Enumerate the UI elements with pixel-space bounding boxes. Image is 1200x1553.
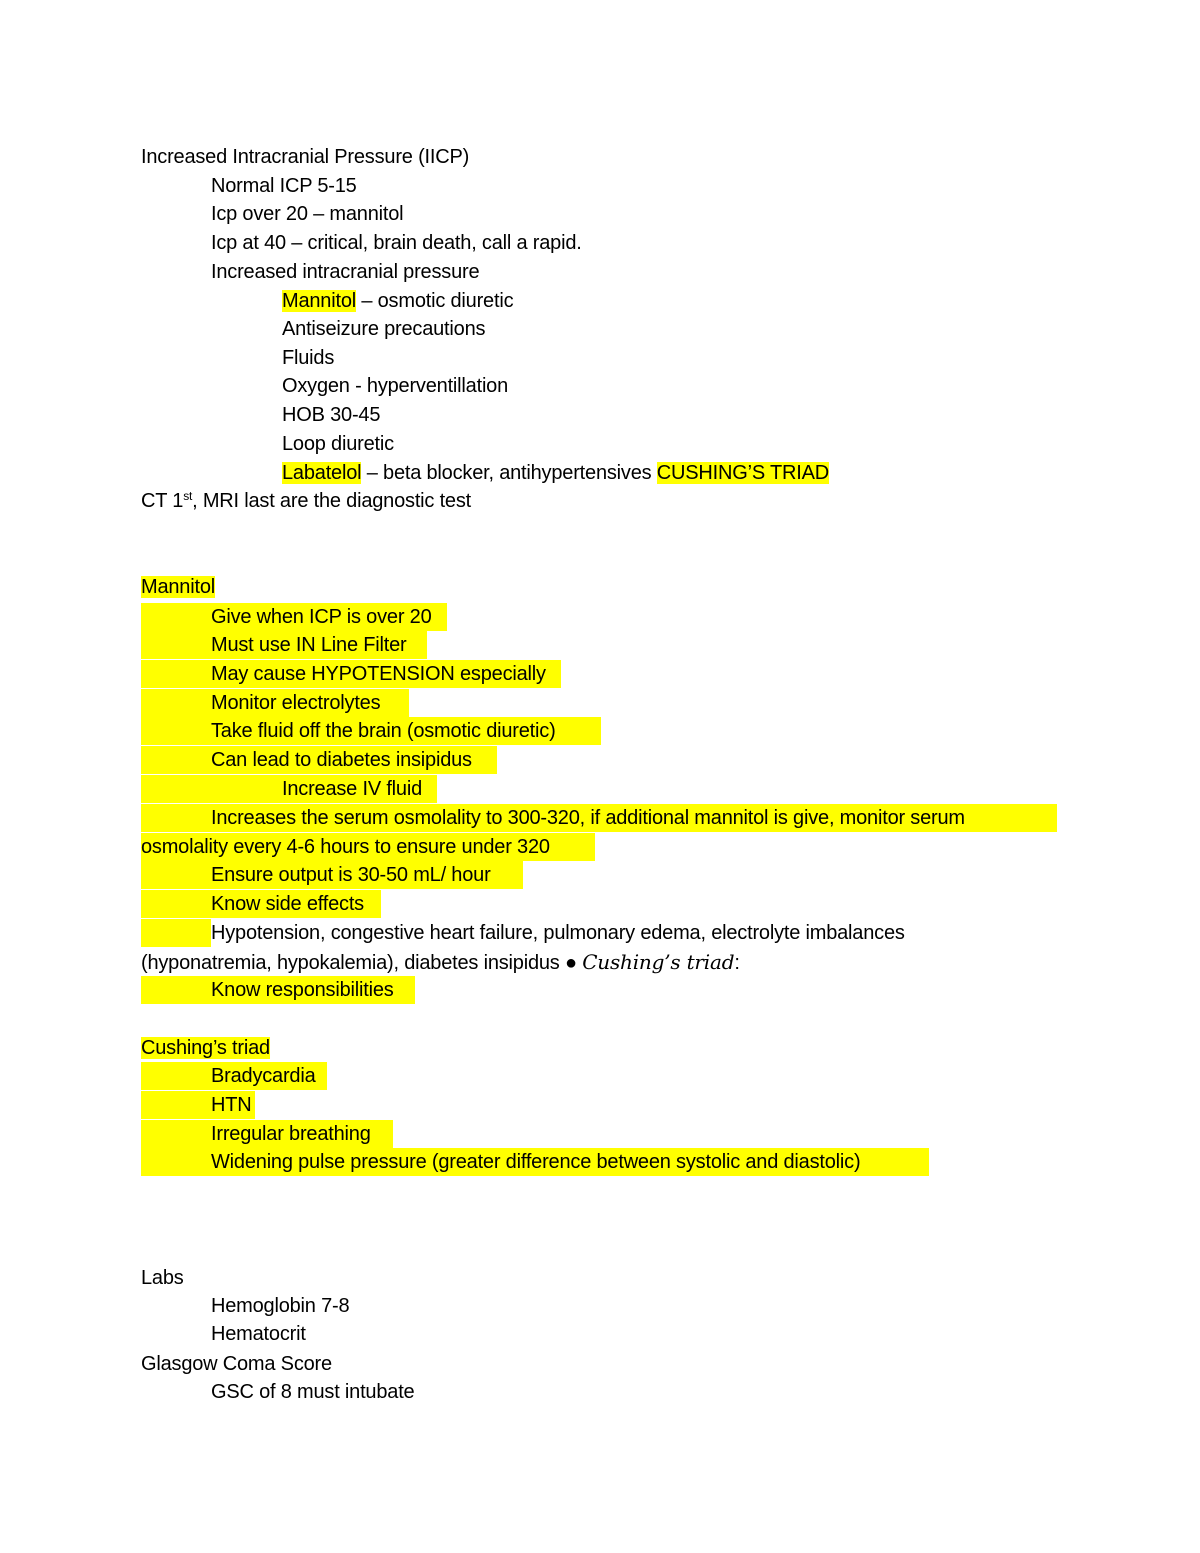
list-item: Hypotension, congestive heart failure, pulmonary edema, electrolyte imbalances	[211, 922, 905, 944]
list-item: Bradycardia	[211, 1065, 316, 1087]
cushing-heading	[141, 1034, 270, 1062]
highlighted-term: CUSHING’S TRIAD	[656, 462, 830, 484]
list-item: Hematocrit	[211, 1323, 306, 1345]
treatment-item: Loop diuretic	[282, 433, 394, 455]
highlighted-term: Mannitol	[282, 290, 356, 312]
mannitol-title: Mannitol	[141, 576, 215, 598]
list-item: Must use IN Line Filter	[211, 634, 407, 656]
list-item: GSC of 8 must intubate	[211, 1381, 415, 1403]
list-item: May cause HYPOTENSION especially	[211, 663, 546, 685]
treatment-item: HOB 30-45	[282, 404, 381, 426]
superscript: st	[183, 489, 193, 503]
ct-text: CT 1	[141, 490, 184, 512]
list-item: Ensure output is 30-50 mL/ hour	[211, 864, 491, 886]
list-item: Irregular breathing	[211, 1123, 371, 1145]
treatment-mannitol	[282, 287, 513, 315]
mannitol-heading	[141, 573, 215, 601]
list-item: Hemoglobin 7-8	[211, 1295, 350, 1317]
list-item: Normal ICP 5-15	[211, 175, 357, 197]
list-item: Monitor electrolytes	[211, 692, 381, 714]
treatment-item: Oxygen - hyperventillation	[282, 375, 509, 397]
treatment-item: Antiseizure precautions	[282, 318, 486, 340]
side-effects-text: (hyponatremia, hypokalemia), diabetes insipidus ●	[141, 952, 583, 974]
glasgow-heading: Glasgow Coma Score	[141, 1353, 332, 1375]
list-item: Icp over 20 – mannitol	[211, 203, 404, 225]
treatment-desc: – beta blocker, antihypertensives	[361, 462, 657, 484]
list-item: Give when ICP is over 20	[211, 606, 432, 628]
list-item: Take fluid off the brain (osmotic diuretic)	[211, 720, 556, 742]
list-item: Know side effects	[211, 893, 364, 915]
sub-list-item: Increase IV fluid	[282, 778, 423, 800]
list-item: Know responsibilities	[211, 979, 394, 1001]
list-item: HTN	[211, 1094, 252, 1116]
list-item: Can lead to diabetes insipidus	[211, 749, 472, 771]
list-item-continued: osmolality every 4-6 hours to ensure under 320	[141, 836, 550, 858]
list-item: Icp at 40 – critical, brain death, call a rapid.	[211, 232, 582, 254]
treatment-labatelol	[282, 459, 829, 487]
diagnostic-test-line	[141, 487, 471, 515]
cushing-title: Cushing’s triad	[141, 1037, 270, 1059]
list-item: Increases the serum osmolality to 300-320, if additional mannitol is give, monitor serum	[211, 807, 965, 829]
treatment-item: Fluids	[282, 347, 335, 369]
labs-heading: Labs	[141, 1267, 184, 1289]
italic-term: Cushing’s triad	[582, 950, 735, 974]
treatment-desc: – osmotic diuretic	[356, 290, 514, 312]
highlight-bar	[141, 919, 211, 947]
colon: :	[734, 952, 740, 974]
list-item: Increased intracranial pressure	[211, 261, 480, 283]
list-item-continued	[141, 948, 740, 976]
list-item: Widening pulse pressure (greater difference between systolic and diastolic)	[211, 1151, 861, 1173]
ct-text-rest: , MRI last are the diagnostic test	[192, 490, 472, 512]
iicp-heading: Increased Intracranial Pressure (IICP)	[141, 146, 470, 168]
highlighted-term: Labatelol	[282, 462, 362, 484]
